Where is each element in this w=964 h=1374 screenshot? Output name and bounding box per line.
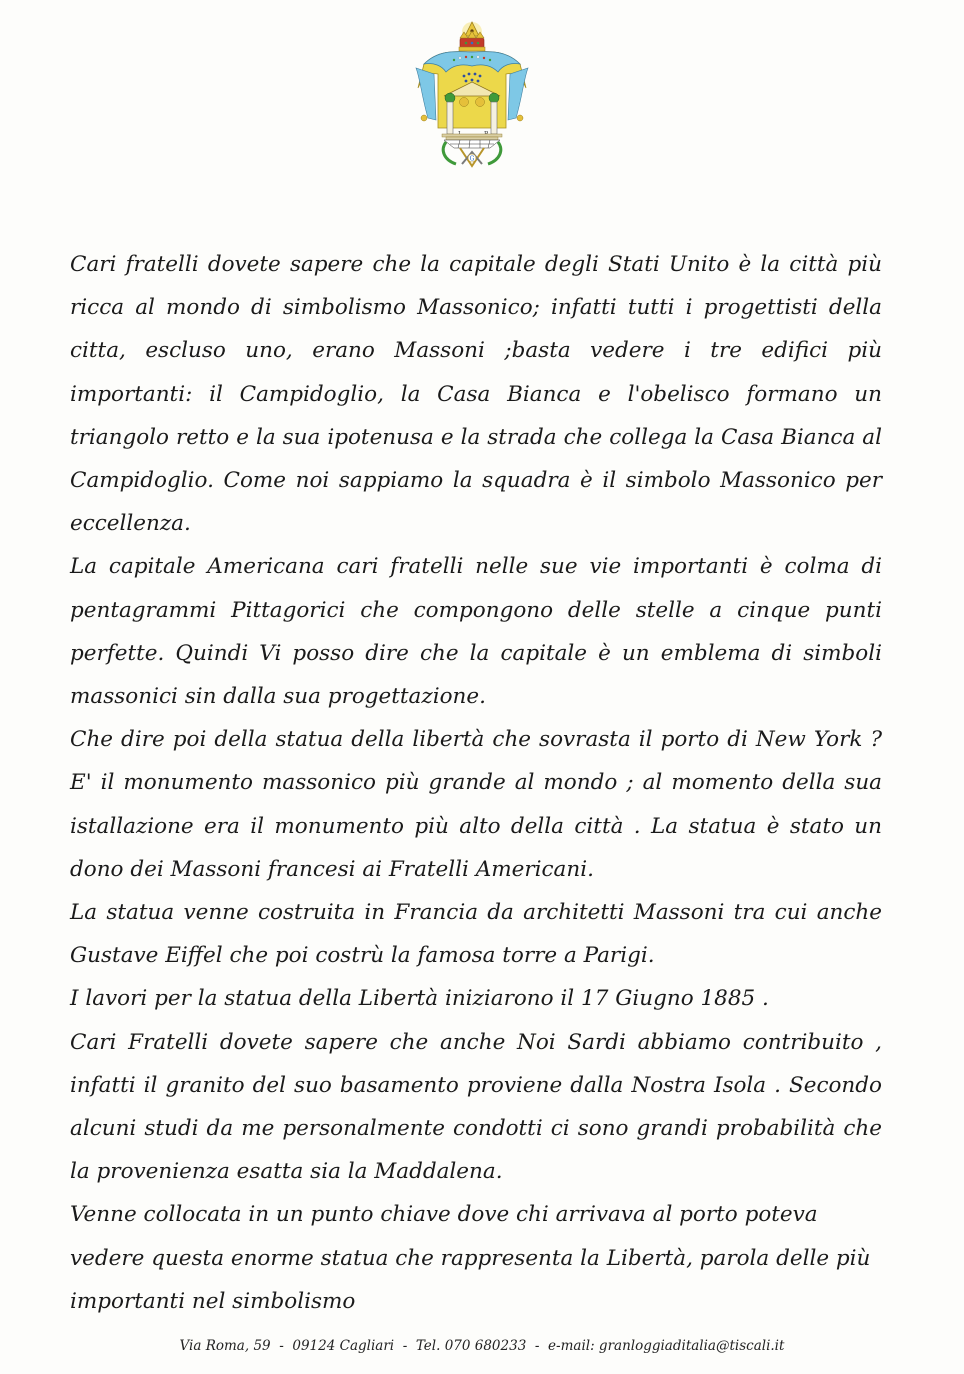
paragraph-pentagrammi: La capitale Americana cari fratelli nelle sue vie importanti è colma di pentagrammi Pittagorici che compongono delle stelle a cinque punti perfette. Quindi Vi posso dire che la capitale è un emblema di simboli massonici sin dalla sua progettazione. xyxy=(70,554,882,710)
square-compass-icon xyxy=(460,148,484,166)
footer-separator: - xyxy=(279,1338,284,1354)
masonic-crest-logo xyxy=(410,18,534,170)
footer-city: 09124 Cagliari xyxy=(292,1338,395,1354)
footer-separator: - xyxy=(402,1338,408,1354)
footer-email: e-mail: granloggiaditalia@tiscali.it xyxy=(548,1338,785,1354)
paragraph-sardi: Cari Fratelli dovete sapere che anche Noi Sardi abbiamo contribuito , infatti il granito del suo basamento proviene dalla Nostra Isola . Secondo alcuni studi da me personalmente condotti ci sono grandi probabilità che la provenienza esatta sia la Maddalena. xyxy=(70,1029,882,1185)
letter-body xyxy=(70,243,882,1323)
paragraph-lavori: I lavori per la statua della Libertà iniziarono il 17 Giugno 1885 . xyxy=(70,986,769,1012)
sun-icon xyxy=(460,98,469,107)
paragraph-costruzione: La statua venne costruita in Francia da architetti Massoni tra cui anche Gustave Eiffel che poi costrù la famosa torre a Parigi. xyxy=(70,900,882,969)
moon-icon xyxy=(476,98,485,107)
crown-icon xyxy=(459,31,485,51)
paragraph-statua-liberta: Che dire poi della statua della libertà che sovrasta il porto di New York ? E' il monumento massonico più grande al mondo ; al momento della sua istallazione era il monumento più alto della città . La statua è stato un dono dei Massoni francesi ai Fratelli Americani. xyxy=(70,727,882,882)
footer-phone: Tel. 070 680233 xyxy=(415,1338,527,1354)
footer-address: Via Roma, 59 xyxy=(179,1338,271,1354)
footer-separator: - xyxy=(534,1338,540,1354)
letterhead-footer xyxy=(0,1338,964,1354)
temple-steps xyxy=(442,134,502,140)
compass-letter-g: G xyxy=(469,155,475,163)
paragraph-collocata: Venne collocata in un punto chiave dove chi arrivava al porto poteva vedere questa enorme statua che rappresenta la Libertà, parola delle più importanti nel simbolismo xyxy=(70,1202,871,1314)
checkered-floor xyxy=(444,140,500,148)
paragraph-capitale: Cari fratelli dovete sapere che la capitale degli Stati Unito è la città più ricca al mondo di simbolismo Massonico; infatti tutti i progettisti della citta, escluso uno, erano Massoni ;basta vedere i tre edifici più importanti: il Campidoglio, la Casa Bianca e l'obelisco formano un triangolo retto e la sua ipotenusa e la strada che collega la Casa Bianca al Campidoglio. Come noi sappiamo la squadra è il simbolo Massonico per eccellenza. xyxy=(70,252,882,537)
